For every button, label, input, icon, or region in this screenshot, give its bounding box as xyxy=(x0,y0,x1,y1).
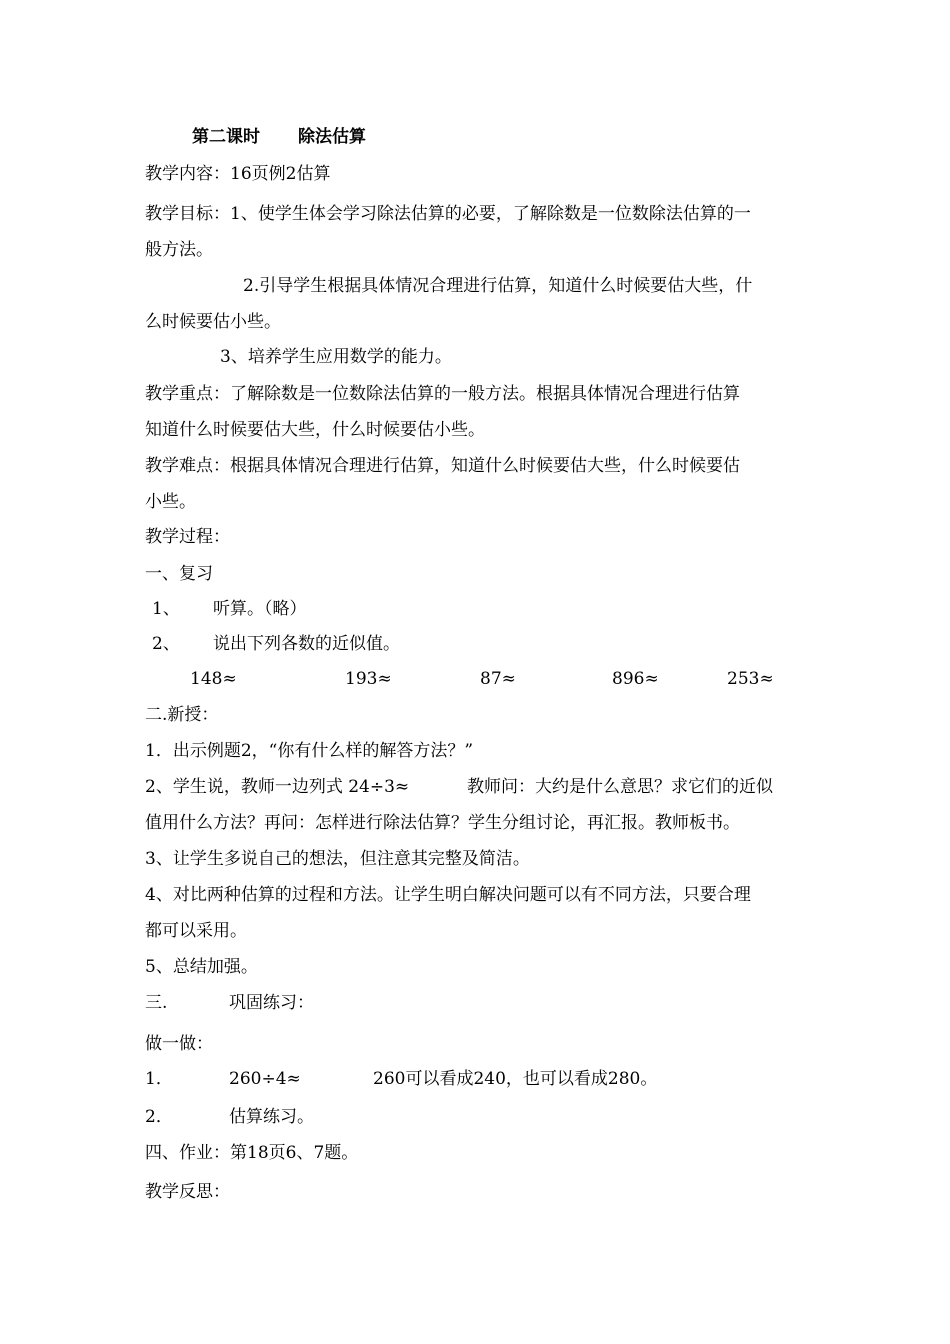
lesson-title-part1: 第二课时 xyxy=(192,127,260,147)
approx-value-3: 87≈ xyxy=(480,669,516,689)
teaching-goal-1b: 般方法。 xyxy=(145,240,213,260)
new-lesson-step-2a-left: 2、学生说，教师一边列式 24÷3≈ xyxy=(145,777,410,797)
approx-value-5: 253≈ xyxy=(727,669,774,689)
teaching-reflection-heading: 教学反思： xyxy=(145,1182,230,1202)
teaching-goal-2a: 2.引导学生根据具体情况合理进行估算，知道什么时候要估大些，什 xyxy=(243,276,753,296)
new-lesson-step-1: 1．出示例题2，“你有什么样的解答方法？” xyxy=(145,741,474,761)
new-lesson-step-2b: 值用什么方法？再问：怎样进行除法估算？学生分组讨论，再汇报。教师板书。 xyxy=(145,813,740,833)
new-lesson-step-2a-right: 教师问：大约是什么意思？求它们的近似 xyxy=(467,777,773,797)
teaching-key-point-2: 知道什么时候要估大些，什么时候要估小些。 xyxy=(145,420,485,440)
review-item-1-text: 听算。（略） xyxy=(213,599,307,619)
teaching-goal-3: 3、培养学生应用数学的能力。 xyxy=(220,347,452,367)
lesson-title-part2: 除法估算 xyxy=(298,127,366,147)
practice-item-1-text: 260可以看成240，也可以看成280。 xyxy=(373,1069,658,1089)
new-lesson-step-5: 5、总结加强。 xyxy=(145,957,258,977)
teaching-goal-2b: 么时候要估小些。 xyxy=(145,312,281,332)
approx-value-4: 896≈ xyxy=(612,669,659,689)
new-lesson-step-4a: 4、对比两种估算的过程和方法。让学生明白解决问题可以有不同方法，只要合理 xyxy=(145,885,751,905)
practice-item-1-expression: 260÷4≈ xyxy=(229,1069,301,1089)
review-heading: 一、复习 xyxy=(145,564,213,584)
new-lesson-heading: 二.新授： xyxy=(145,705,219,725)
practice-heading-text: 巩固练习： xyxy=(229,993,314,1013)
practice-item-1-number: 1． xyxy=(145,1069,173,1089)
review-item-1-number: 1、 xyxy=(152,599,180,619)
do-it-heading: 做一做： xyxy=(145,1034,213,1054)
teaching-difficulty-1: 教学难点：根据具体情况合理进行估算，知道什么时候要估大些，什么时候要估 xyxy=(145,456,740,476)
review-item-2-text: 说出下列各数的近似值。 xyxy=(213,634,400,654)
teaching-process-heading: 教学过程： xyxy=(145,527,230,547)
lesson-title xyxy=(192,126,366,148)
homework-line: 四、作业：第18页6、7题。 xyxy=(145,1143,359,1163)
new-lesson-step-4b: 都可以采用。 xyxy=(145,921,247,941)
practice-heading-number: 三. xyxy=(145,993,168,1013)
approx-value-2: 193≈ xyxy=(345,669,392,689)
teaching-content: 教学内容：16页例2估算 xyxy=(145,164,331,184)
review-item-2-number: 2、 xyxy=(152,634,180,654)
teaching-goal-1a: 教学目标：1、使学生体会学习除法估算的必要，了解除数是一位数除法估算的一 xyxy=(145,204,751,224)
new-lesson-step-3: 3、让学生多说自己的想法，但注意其完整及简洁。 xyxy=(145,849,530,869)
practice-item-2-number: 2． xyxy=(145,1107,173,1127)
approx-value-1: 148≈ xyxy=(190,669,237,689)
teaching-key-point-1: 教学重点：了解除数是一位数除法估算的一般方法。根据具体情况合理进行估算 xyxy=(145,384,740,404)
practice-item-2-text: 估算练习。 xyxy=(229,1107,314,1127)
teaching-difficulty-2: 小些。 xyxy=(145,492,196,512)
